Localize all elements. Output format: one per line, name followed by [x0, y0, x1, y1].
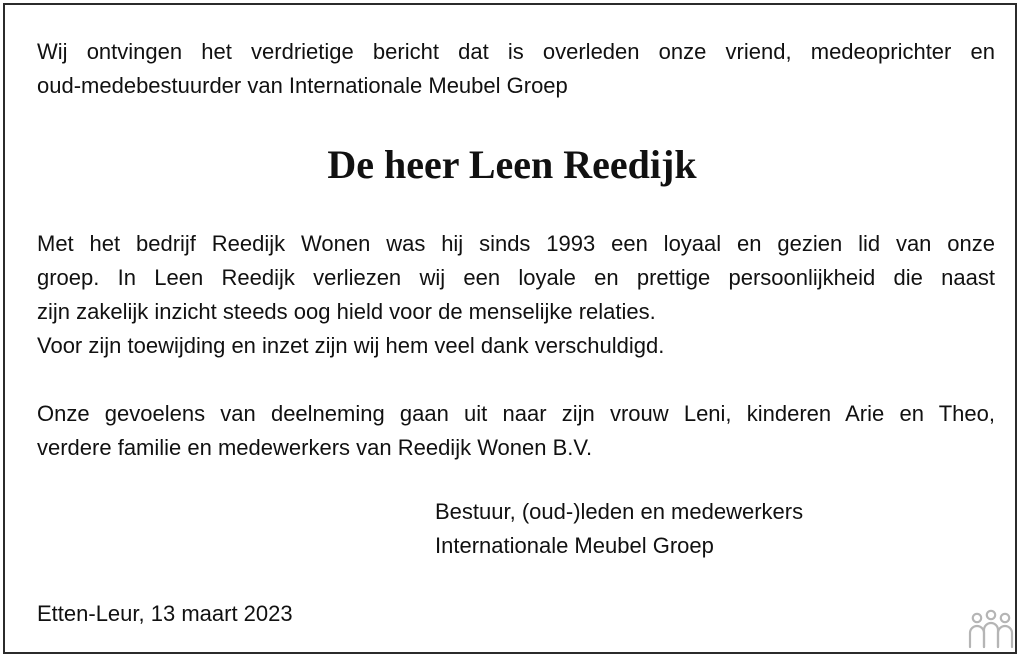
body-paragraph-1 — [37, 227, 995, 363]
intro-text — [37, 35, 995, 103]
body1-line-1: Met het bedrijf Reedijk Wonen was hij sinds 1993 een loyaal en gezien lid van onze — [37, 231, 995, 256]
body-paragraph-2 — [37, 397, 995, 465]
body1-line-3: zijn zakelijk inzicht steeds oog hield voor de menselijke relaties. — [37, 299, 656, 324]
place-date: Etten-Leur, 13 maart 2023 — [37, 601, 293, 626]
intro-line-1: Wij ontvingen het verdrietige bericht dat is overleden onze vriend, medeoprichter en — [37, 39, 995, 64]
body2-line-2: verdere familie en medewerkers van Reedijk Wonen B.V. — [37, 435, 593, 460]
intro-line-2: oud-medebestuurder van Internationale Meubel Groep — [37, 73, 568, 98]
body2-line-1: Onze gevoelens van deelneming gaan uit naar zijn vrouw Leni, kinderen Arie en Theo, — [37, 401, 995, 426]
family-people-icon — [967, 609, 1015, 651]
body1-line-2: groep. In Leen Reedijk verliezen wij een loyale en prettige persoonlijkheid die naast — [37, 265, 995, 290]
obituary-notice — [3, 3, 1017, 654]
body1-line-4: Voor zijn toewijding en inzet zijn wij hem veel dank verschuldigd. — [37, 333, 665, 358]
deceased-name: De heer Leen Reedijk — [327, 142, 697, 187]
signature-line-2: Internationale Meubel Groep — [435, 533, 714, 558]
signature-block — [435, 495, 803, 563]
signature-line-1: Bestuur, (oud-)leden en medewerkers — [435, 499, 804, 524]
